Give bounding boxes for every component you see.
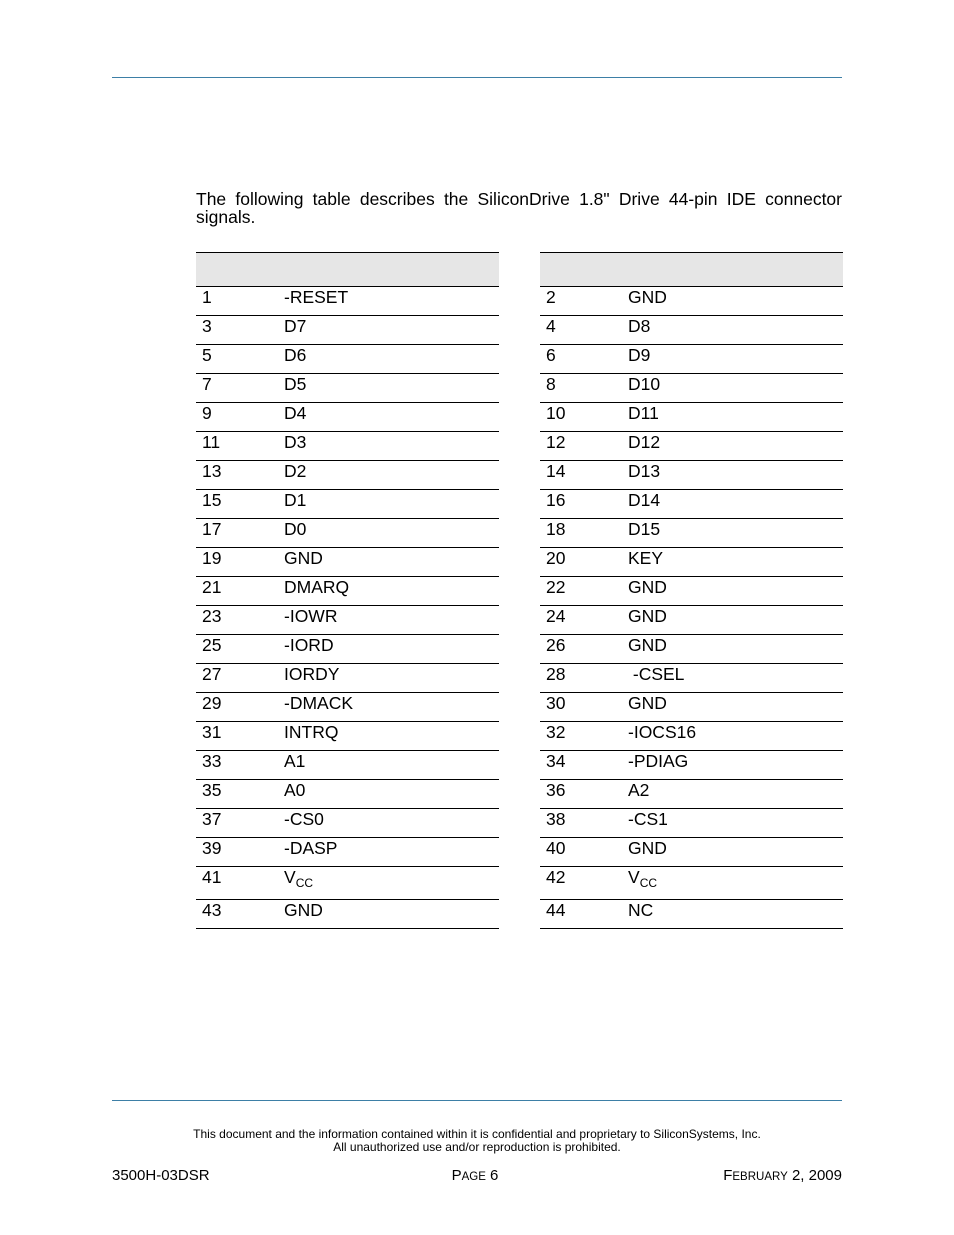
signal-name (278, 519, 499, 548)
signal-text: GND (628, 838, 667, 858)
signal-text: D0 (284, 519, 307, 539)
intro-paragraph: The following table describes the SiliconDrive 1.8" Drive 44-pin IDE connector signals. (196, 189, 842, 227)
signal-text: INTRQ (284, 722, 339, 742)
pin-row (540, 577, 843, 606)
signal-text: NC (628, 900, 654, 920)
pin-number: 36 (540, 780, 622, 809)
signal-text: A2 (628, 780, 650, 800)
pin-number: 43 (196, 900, 278, 929)
pin-number: 11 (196, 432, 278, 461)
pin-row (540, 693, 843, 722)
signal-name (622, 461, 843, 490)
signal-name (622, 548, 843, 577)
pin-row (540, 722, 843, 751)
pin-number: 20 (540, 548, 622, 577)
pin-row (196, 577, 499, 606)
signal-text: GND (284, 900, 323, 920)
table-header-row (540, 253, 843, 287)
disclaimer-line: This document and the information contained within it is confidential and proprietary to SiliconSystems, Inc. (193, 1127, 761, 1141)
pin-row (196, 809, 499, 838)
pin-row (540, 838, 843, 867)
pin-row (196, 316, 499, 345)
pin-number: 9 (196, 403, 278, 432)
pin-row (196, 287, 499, 316)
signal-text: -CS1 (628, 809, 668, 829)
pin-row (196, 635, 499, 664)
signal-name (622, 867, 843, 900)
signal-text: GND (628, 635, 667, 655)
signal-name (622, 900, 843, 929)
signal-text: -DMACK (284, 693, 354, 713)
signal-name (622, 693, 843, 722)
pin-table-even (540, 252, 843, 929)
pin-number: 38 (540, 809, 622, 838)
disclaimer-line: All unauthorized use and/or reproduction is prohibited. (333, 1140, 621, 1154)
signal-name (622, 287, 843, 316)
pin-row (540, 900, 843, 929)
pin-number: 19 (196, 548, 278, 577)
pin-number: 13 (196, 461, 278, 490)
pin-row (540, 635, 843, 664)
confidentiality-notice (112, 1128, 842, 1154)
pin-row (196, 345, 499, 374)
page-number-value: 6 (485, 1167, 499, 1184)
signal-text: D1 (284, 490, 307, 510)
pin-row (196, 664, 499, 693)
pin-number: 29 (196, 693, 278, 722)
header-cell (278, 253, 499, 287)
signal-text: -RESET (284, 287, 349, 307)
signal-text: GND (628, 577, 667, 597)
signal-name (622, 403, 843, 432)
pin-row (540, 809, 843, 838)
document-date (723, 1167, 842, 1186)
signal-name (278, 374, 499, 403)
pin-number: 18 (540, 519, 622, 548)
signal-text: D15 (628, 519, 661, 539)
pin-number: 25 (196, 635, 278, 664)
signal-text: D6 (284, 345, 307, 365)
pin-number: 23 (196, 606, 278, 635)
signal-text: GND (628, 287, 667, 307)
signal-text: GND (284, 548, 323, 568)
pin-row (540, 780, 843, 809)
signal-text: D5 (284, 374, 307, 394)
signal-name (278, 664, 499, 693)
page-number (400, 1167, 550, 1186)
signal-text: -PDIAG (628, 751, 689, 771)
signal-name (278, 345, 499, 374)
pin-number: 31 (196, 722, 278, 751)
pin-number: 28 (540, 664, 622, 693)
header-cell (622, 253, 843, 287)
signal-text: D11 (628, 403, 659, 423)
pin-row (540, 345, 843, 374)
signal-name (278, 722, 499, 751)
pin-number: 1 (196, 287, 278, 316)
date-month-rest: EBRUARY (732, 1171, 788, 1183)
signal-text: KEY (628, 548, 664, 568)
signal-text: D10 (628, 374, 661, 394)
date-initial: F (723, 1167, 733, 1184)
signal-text: GND (628, 693, 667, 713)
header-rule (112, 77, 842, 78)
signal-text: GND (628, 606, 667, 626)
pin-number: 37 (196, 809, 278, 838)
page-label-initial: P (451, 1167, 462, 1184)
signal-name (278, 867, 499, 900)
signal-subscript: CC (295, 876, 314, 890)
signal-name (622, 577, 843, 606)
signal-name (622, 838, 843, 867)
signal-name (278, 809, 499, 838)
pin-number: 40 (540, 838, 622, 867)
signal-name (622, 635, 843, 664)
pin-row (196, 780, 499, 809)
signal-name (278, 490, 499, 519)
date-tail: 2, 2009 (787, 1167, 842, 1184)
signal-name (278, 780, 499, 809)
pin-number: 21 (196, 577, 278, 606)
signal-name (278, 838, 499, 867)
signal-name (278, 316, 499, 345)
pin-number: 32 (540, 722, 622, 751)
pin-row (196, 548, 499, 577)
pin-number: 17 (196, 519, 278, 548)
pin-row (540, 287, 843, 316)
table-header-row (196, 253, 499, 287)
pin-row (196, 490, 499, 519)
signal-text: V (628, 867, 640, 887)
pin-number: 33 (196, 751, 278, 780)
pin-number: 7 (196, 374, 278, 403)
signal-name (278, 751, 499, 780)
pin-row (540, 461, 843, 490)
pin-row (196, 374, 499, 403)
pin-row (540, 519, 843, 548)
pin-number: 34 (540, 751, 622, 780)
pin-row (540, 751, 843, 780)
pin-table-even-body (540, 287, 843, 929)
signal-name (622, 490, 843, 519)
pin-row (196, 519, 499, 548)
pin-number: 35 (196, 780, 278, 809)
signal-text: D14 (628, 490, 661, 510)
signal-name (278, 577, 499, 606)
pin-number: 24 (540, 606, 622, 635)
pin-row (540, 432, 843, 461)
signal-name (278, 606, 499, 635)
signal-name (622, 374, 843, 403)
footer-rule (112, 1100, 842, 1101)
signal-name (622, 722, 843, 751)
signal-name (278, 461, 499, 490)
pin-number: 2 (540, 287, 622, 316)
pin-number: 44 (540, 900, 622, 929)
signal-text: D9 (628, 345, 651, 365)
pin-number: 42 (540, 867, 622, 900)
signal-name (278, 548, 499, 577)
pin-number: 27 (196, 664, 278, 693)
signal-text: D13 (628, 461, 661, 481)
pin-number: 12 (540, 432, 622, 461)
pin-row (196, 867, 499, 900)
signal-text: D4 (284, 403, 307, 423)
signal-name (622, 345, 843, 374)
signal-text: -CSEL (628, 664, 685, 684)
pin-row (196, 722, 499, 751)
signal-text: -IOWR (284, 606, 338, 626)
pin-row (540, 548, 843, 577)
pin-row (540, 490, 843, 519)
pin-number: 22 (540, 577, 622, 606)
signal-name (622, 809, 843, 838)
pin-number: 8 (540, 374, 622, 403)
signal-text: -IOCS16 (628, 722, 697, 742)
pin-row (540, 316, 843, 345)
pin-row (540, 403, 843, 432)
signal-name (278, 693, 499, 722)
signal-text: -CS0 (284, 809, 324, 829)
pin-row (196, 693, 499, 722)
pin-row (540, 606, 843, 635)
signal-name (622, 432, 843, 461)
pin-number: 14 (540, 461, 622, 490)
signal-text: D12 (628, 432, 661, 452)
signal-text: IORDY (284, 664, 340, 684)
signal-text: D3 (284, 432, 307, 452)
signal-name (622, 606, 843, 635)
pin-number: 16 (540, 490, 622, 519)
document-id: 3500H-03DSR (112, 1167, 210, 1184)
pin-number: 30 (540, 693, 622, 722)
signal-name (622, 780, 843, 809)
pin-table-odd (196, 252, 499, 929)
pin-row (540, 374, 843, 403)
signal-text: D7 (284, 316, 307, 336)
signal-text: DMARQ (284, 577, 350, 597)
pin-number: 39 (196, 838, 278, 867)
pin-row (196, 751, 499, 780)
pin-number: 3 (196, 316, 278, 345)
pin-number: 5 (196, 345, 278, 374)
pin-row (196, 461, 499, 490)
signal-text: D2 (284, 461, 307, 481)
pin-number: 4 (540, 316, 622, 345)
signal-text: D8 (628, 316, 651, 336)
pin-row (196, 606, 499, 635)
signal-name (278, 432, 499, 461)
pin-row (196, 432, 499, 461)
signal-text: -DASP (284, 838, 338, 858)
signal-name (622, 519, 843, 548)
signal-text: A1 (284, 751, 306, 771)
pin-row (196, 403, 499, 432)
pin-number: 6 (540, 345, 622, 374)
signal-name (278, 403, 499, 432)
pin-number: 15 (196, 490, 278, 519)
signal-name (278, 635, 499, 664)
signal-name (622, 664, 843, 693)
pin-table-odd-body (196, 287, 499, 929)
pin-row (540, 664, 843, 693)
header-cell (196, 253, 278, 287)
signal-text: -IORD (284, 635, 334, 655)
signal-name (278, 287, 499, 316)
pin-number: 26 (540, 635, 622, 664)
pin-number: 41 (196, 867, 278, 900)
signal-text: A0 (284, 780, 306, 800)
signal-name (622, 751, 843, 780)
pin-row (196, 838, 499, 867)
signal-name (278, 900, 499, 929)
signal-name (622, 316, 843, 345)
signal-text: V (284, 867, 296, 887)
pin-number: 10 (540, 403, 622, 432)
header-cell (540, 253, 622, 287)
pin-row (540, 867, 843, 900)
page-label-rest: AGE (461, 1171, 486, 1183)
signal-subscript: CC (639, 876, 658, 890)
pin-row (196, 900, 499, 929)
